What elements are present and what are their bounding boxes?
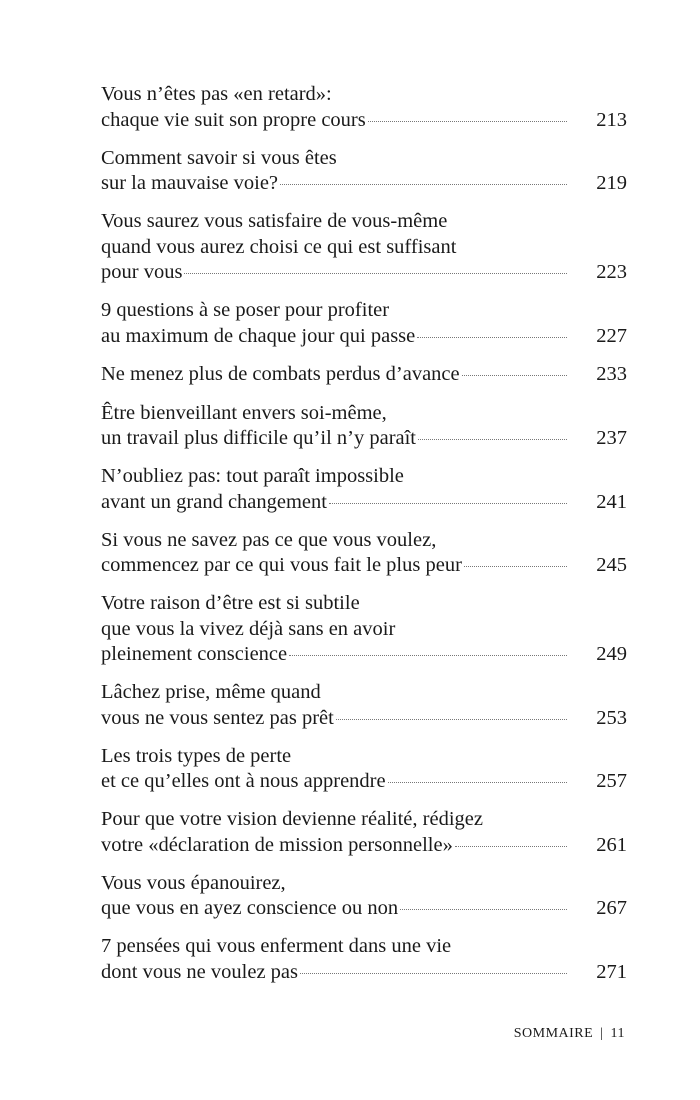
toc-page-number: 223 (596, 261, 627, 283)
toc-entry-last-line (101, 896, 573, 922)
toc-entry-last-line (101, 362, 573, 388)
toc-entry[interactable] (101, 528, 627, 579)
toc-entry-line: Votre raison d’être est si subtile (101, 592, 360, 614)
toc-entry-line: Être bienveillant envers soi-même, (101, 401, 387, 424)
toc-entry-line: pour vous (101, 261, 183, 283)
dot-leader (418, 439, 567, 440)
dot-leader (388, 782, 567, 783)
toc-entry-title (101, 934, 573, 985)
toc-entry[interactable] (101, 871, 627, 922)
toc-entry-line: dont vous ne voulez pas (101, 960, 298, 983)
toc-entry-last-line (101, 324, 573, 350)
toc-entry-last-line (101, 642, 573, 668)
toc-entry-line: quand vous aurez choisi ce qui est suffisant (101, 235, 457, 258)
toc-entry-title (101, 298, 573, 349)
dot-leader (300, 973, 567, 974)
toc-entry[interactable] (101, 744, 627, 795)
toc-entry[interactable] (101, 934, 627, 985)
toc-entry-line: Ne menez plus de combats perdus d’avance (101, 362, 460, 385)
toc-entry-line: sur la mauvaise voie? (101, 172, 279, 194)
toc-page-number: 267 (596, 897, 627, 919)
toc-entry-title (101, 464, 573, 515)
toc-entry-last-line (101, 833, 573, 859)
toc-entry-line: Vous vous épanouirez, (101, 871, 286, 894)
toc-page-number: 253 (596, 706, 627, 729)
toc-entry-line: Vous n’êtes pas «en retard»: (101, 83, 332, 105)
toc-page-number: 245 (596, 554, 627, 576)
toc-entry[interactable] (101, 362, 627, 388)
toc-entry-line: Lâchez prise, même quand (101, 681, 321, 703)
toc-entry[interactable] (101, 82, 627, 133)
toc-entry-line: Si vous ne savez pas ce que vous voulez, (101, 528, 437, 551)
footer-section-title: SOMMAIRE (513, 1026, 594, 1041)
toc-page-number: 271 (596, 960, 627, 983)
dot-leader (280, 184, 567, 185)
dot-leader (462, 375, 567, 376)
toc-page-number: 257 (596, 770, 627, 792)
toc-entry-line: avant un grand changement (101, 490, 327, 513)
toc-entry-line: que vous la vivez déjà sans en avoir (101, 617, 396, 640)
toc-entry-title (101, 209, 573, 286)
toc-entry-last-line (101, 553, 573, 579)
toc-page-number: 241 (596, 490, 627, 513)
toc-entry-last-line (101, 260, 573, 286)
toc-entry[interactable] (101, 146, 627, 197)
toc-entry[interactable] (101, 464, 627, 515)
toc-entry-last-line (101, 108, 573, 134)
dot-leader (400, 909, 567, 910)
toc-entry-last-line (101, 706, 573, 732)
toc-entry-title (101, 680, 573, 731)
toc-entry-line: un travail plus difficile qu’il n’y paraît (101, 427, 417, 449)
toc-entry[interactable] (101, 298, 627, 349)
dot-leader (368, 121, 567, 122)
footer-separator: | (600, 1026, 604, 1041)
toc-entry[interactable] (101, 401, 627, 452)
footer-page-number: 11 (610, 1026, 625, 1041)
toc-entry-line: N’oubliez pas: tout paraît impossible (101, 465, 404, 487)
toc-entry-line: 9 questions à se poser pour profiter (101, 299, 390, 321)
dot-leader (329, 503, 567, 504)
toc-page-number: 219 (596, 172, 627, 194)
dot-leader (184, 273, 567, 274)
toc-entry-title (101, 744, 573, 795)
dot-leader (289, 655, 567, 656)
toc-entry-title (101, 591, 573, 668)
toc-entry-last-line (101, 426, 573, 452)
toc-entry[interactable] (101, 591, 627, 668)
toc-entry[interactable] (101, 209, 627, 286)
toc-entry-line: Les trois types de perte (101, 744, 292, 767)
toc-entry-last-line (101, 490, 573, 516)
toc-entry-line: au maximum de chaque jour qui passe (101, 324, 416, 347)
toc-entry-title (101, 82, 573, 133)
toc-entry-line: chaque vie suit son propre cours (101, 108, 366, 131)
dot-leader (417, 337, 567, 338)
toc-page-number: 233 (596, 362, 627, 385)
toc-entry-line: Vous saurez vous satisfaire de vous-même (101, 210, 448, 232)
toc-entry-line: Comment savoir si vous êtes (101, 146, 337, 169)
toc-page-number: 237 (596, 427, 627, 449)
toc-page-number: 261 (596, 833, 627, 856)
toc-entry-line: que vous en ayez conscience ou non (101, 897, 399, 919)
toc-entry[interactable] (101, 680, 627, 731)
toc-entry-line: Pour que votre vision devienne réalité, rédigez (101, 808, 483, 830)
toc-entry-title (101, 401, 573, 452)
table-of-contents (101, 82, 627, 998)
toc-entry-last-line (101, 769, 573, 795)
toc-entry[interactable] (101, 807, 627, 858)
toc-page-number: 249 (596, 643, 627, 665)
toc-entry-line: 7 pensées qui vous enferment dans une vie (101, 935, 452, 957)
toc-entry-last-line (101, 171, 573, 197)
toc-entry-line: et ce qu’elles ont à nous apprendre (101, 770, 386, 792)
toc-entry-title (101, 871, 573, 922)
toc-entry-line: pleinement conscience (101, 643, 288, 665)
toc-entry-line: vous ne vous sentez pas prêt (101, 706, 334, 729)
toc-entry-title (101, 146, 573, 197)
toc-entry-title (101, 362, 573, 388)
dot-leader (464, 566, 567, 567)
toc-entry-title (101, 807, 573, 858)
toc-page-number: 213 (596, 108, 627, 131)
toc-entry-line: votre «déclaration de mission personnelle» (101, 833, 453, 856)
toc-entry-title (101, 528, 573, 579)
toc-entry-line: commencez par ce qui vous fait le plus peur (101, 554, 462, 576)
running-footer (514, 1026, 625, 1042)
toc-page-number: 227 (596, 324, 627, 347)
toc-entry-last-line (101, 960, 573, 986)
dot-leader (336, 719, 567, 720)
dot-leader (455, 846, 567, 847)
